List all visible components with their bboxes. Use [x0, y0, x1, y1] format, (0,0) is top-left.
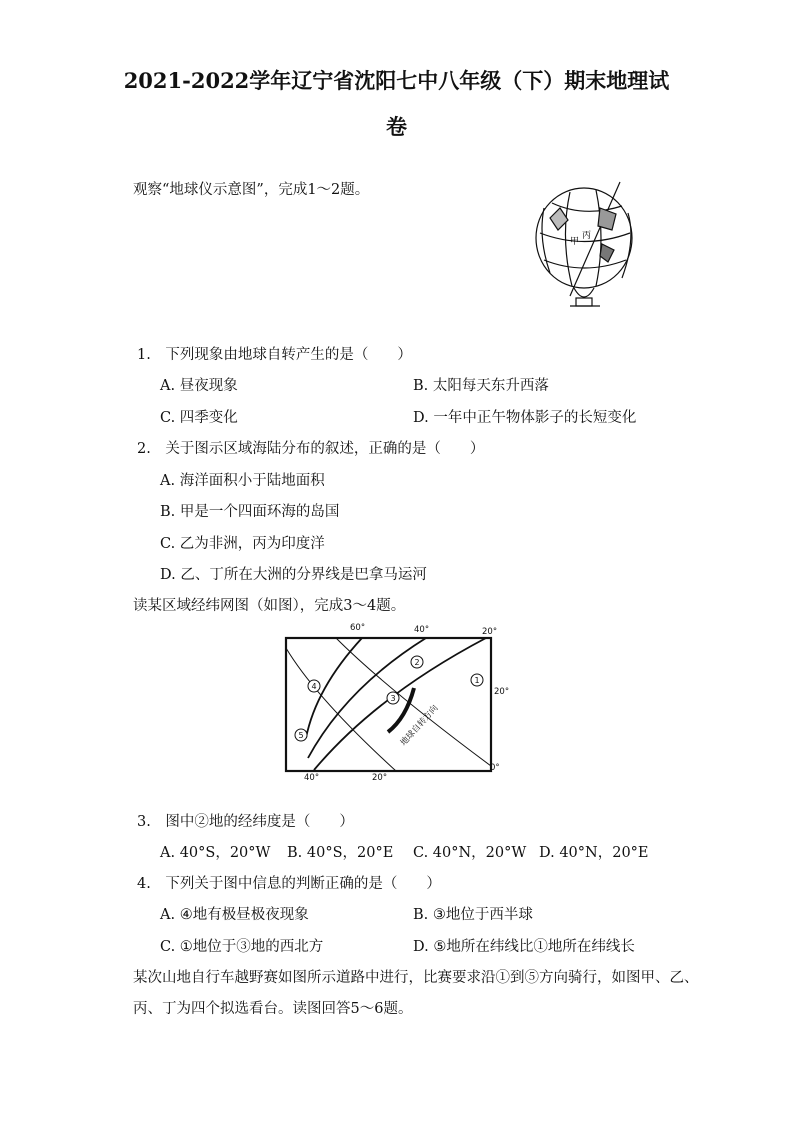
grid-top-label-60: 60°: [350, 623, 366, 633]
q1-option-b[interactable]: B. 太阳每天东升西落: [413, 378, 549, 394]
grid-point-3: 3: [390, 694, 396, 703]
q4-option-d[interactable]: D. ⑤地所在纬线比①地所在纬线长: [413, 939, 635, 955]
q1-option-d[interactable]: D. 一年中正午物体影子的长短变化: [413, 410, 637, 426]
intro-q5-6-line1: 某次山地自行车越野赛如图所示道路中进行，比赛要求沿①到⑤方向骑行，如图甲、乙、: [133, 970, 699, 986]
q3-option-d[interactable]: D. 40°N，20°E: [539, 845, 649, 861]
page-title: 2021-2022学年辽宁省沈阳七中八年级（下）期末地理试: [123, 68, 670, 93]
grid-point-1: 1: [474, 676, 480, 685]
q1-stem: 1. 下列现象由地球自转产生的是（ ）: [137, 347, 412, 363]
grid-bottom-label-20: 20°: [372, 773, 388, 783]
q3-option-b[interactable]: B. 40°S，20°E: [287, 845, 394, 861]
grid-top-label-40: 40°: [414, 625, 430, 635]
q1-option-a[interactable]: A. 昼夜现象: [160, 378, 238, 394]
grid-point-5: 5: [298, 731, 304, 740]
grid-bottom-label-40: 40°: [304, 773, 320, 783]
q2-stem: 2. 关于图示区域海陆分布的叙述，正确的是（ ）: [137, 441, 485, 457]
q2-option-b[interactable]: B. 甲是一个四面环海的岛国: [160, 504, 340, 520]
q2-option-c[interactable]: C. 乙为非洲，丙为印度洋: [160, 536, 325, 552]
latitude-longitude-map: [276, 618, 516, 783]
q3-stem: 3. 图中②地的经纬度是（ ）: [137, 814, 354, 830]
q3-option-a[interactable]: A. 40°S，20°W: [160, 845, 271, 861]
grid-point-4: 4: [311, 682, 317, 691]
grid-right-label-0: 0°: [490, 763, 500, 773]
q2-option-d[interactable]: D. 乙、丁所在大洲的分界线是巴拿马运河: [160, 567, 427, 583]
intro-q5-6-line2: 丙、丁为四个拟选看台。读图回答5～6题。: [133, 1001, 413, 1017]
globe-diagram: [530, 178, 640, 313]
rotation-direction-label: 地球自转方向: [398, 703, 441, 749]
q4-stem: 4. 下列关于图中信息的判断正确的是（ ）: [137, 876, 441, 892]
intro-q1-2: 观察“地球仪示意图”，完成1～2题。: [133, 182, 370, 198]
q4-option-c[interactable]: C. ①地位于③地的西北方: [160, 939, 324, 955]
intro-q3-4: 读某区域经纬网图（如图），完成3～4题。: [133, 598, 406, 614]
grid-point-2: 2: [414, 658, 420, 667]
page-title-continued: 卷: [386, 114, 407, 139]
q3-option-c[interactable]: C. 40°N，20°W: [413, 845, 527, 861]
q4-option-b[interactable]: B. ③地位于西半球: [413, 907, 533, 923]
globe-label-bing: 丙: [582, 231, 592, 241]
globe-label-jia: 甲: [570, 237, 580, 247]
grid-top-label-20: 20°: [482, 627, 498, 637]
q2-option-a[interactable]: A. 海洋面积小于陆地面积: [160, 473, 325, 489]
q1-option-c[interactable]: C. 四季变化: [160, 410, 238, 426]
q4-option-a[interactable]: A. ④地有极昼极夜现象: [160, 907, 309, 923]
grid-right-label-20: 20°: [494, 687, 510, 697]
